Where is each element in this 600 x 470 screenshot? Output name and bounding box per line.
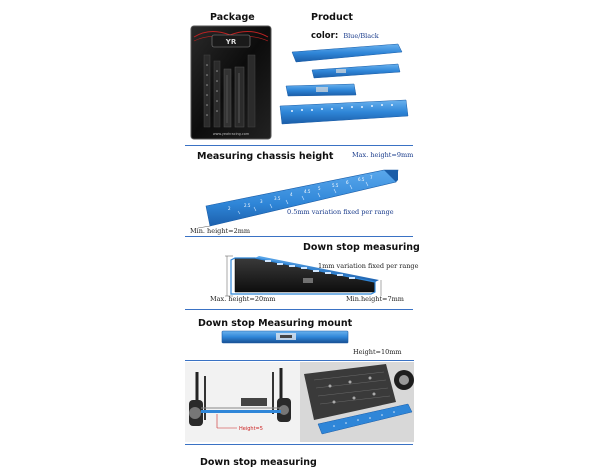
svg-text:3: 3: [260, 199, 263, 204]
down-stop-max-height: Max. height=20mm: [210, 295, 276, 303]
svg-text:2.5: 2.5: [244, 203, 251, 208]
chassis-min-height: Min. height=2mm: [190, 227, 251, 235]
car-side-photo: [185, 362, 300, 442]
svg-text:3.5: 3.5: [274, 196, 281, 201]
chassis-variation-note: 0.5mm variation fixed per range: [287, 208, 394, 216]
product-image: [278, 40, 413, 132]
section-divider: [185, 360, 414, 361]
svg-text:7: 7: [370, 175, 373, 180]
svg-text:6.5: 6.5: [358, 177, 365, 182]
down-stop-heading: Down stop measuring: [303, 242, 420, 253]
svg-text:2: 2: [228, 206, 231, 211]
chassis-max-height: Max. height=9mm: [352, 151, 414, 159]
package-url: www.yeahracing.com: [212, 132, 250, 136]
svg-text:4.5: 4.5: [304, 189, 311, 194]
section-divider: [185, 309, 413, 310]
footer-heading: Down stop measuring: [200, 457, 317, 468]
svg-text:5.5: 5.5: [332, 183, 339, 188]
mount-image: [220, 329, 352, 347]
product-color-label: color:: [311, 31, 339, 41]
mount-heading: Down stop Measuring mount: [198, 318, 353, 329]
package-image: [190, 25, 272, 140]
section-divider: [185, 145, 413, 146]
svg-text:6: 6: [346, 180, 349, 185]
section-divider: [185, 236, 413, 237]
chassis-height-heading: Measuring chassis height: [197, 151, 334, 162]
down-stop-gauge-image: [225, 252, 410, 300]
height-callout: Height=5: [239, 426, 263, 432]
down-stop-variation-note: 1mm variation fixed per range: [318, 262, 419, 270]
product-color-value: Blue/Black: [343, 32, 379, 40]
down-stop-min-height: Min.height=7mm: [346, 295, 404, 303]
mount-height: Height=10mm: [353, 348, 402, 356]
package-heading: Package: [210, 12, 255, 23]
chassis-gauge-image: [198, 160, 408, 232]
package-logo: YR: [225, 38, 237, 46]
svg-text:4: 4: [290, 192, 293, 197]
svg-text:5: 5: [318, 186, 321, 191]
section-divider: [185, 444, 413, 445]
car-top-photo: [300, 362, 414, 442]
product-heading: Product: [311, 12, 353, 23]
